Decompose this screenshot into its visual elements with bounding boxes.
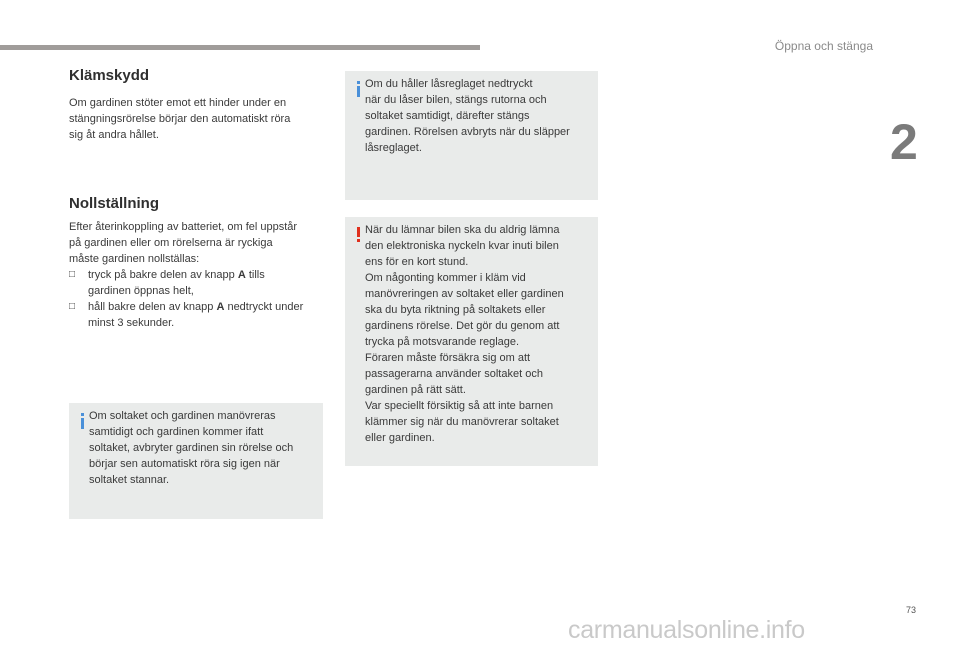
text-line: på gardinen eller om rörelserna är ryckiga [69,237,273,249]
text-line: trycka på motsvarande reglage. [365,336,520,348]
text-line: eller gardinen. [365,432,435,444]
text-line: den elektroniska nyckeln kvar inuti bilen [365,240,559,252]
info-box-right [345,71,598,200]
step-text: minst 3 sekunder. [88,317,175,329]
step-text: nedtryckt under [224,301,304,313]
text-line: ens för en kort stund. [365,256,469,268]
header-rule [0,45,480,50]
info-icon [78,413,88,429]
page-number: 73 [906,605,917,615]
steps-list [69,267,331,331]
text-line: stängningsrörelse börjar den automatiskt röra [69,113,291,125]
step-text: tryck på bakre delen av knapp [88,269,238,281]
text-line: soltaket samtidigt, därefter stängs [365,110,530,122]
text-line: Föraren måste försäkra sig om att [365,352,531,364]
text-line: Efter återinkoppling av batteriet, om fel uppstår [69,221,298,233]
nollstallning-heading: Nollställning [69,195,159,212]
text-line: ska du byta riktning på soltakets eller [365,304,546,316]
klamskydd-body [69,95,329,143]
text-line: börjar sen automatiskt röra sig igen när [89,458,280,470]
text-line: sig åt andra hållet. [69,129,159,141]
text-line: låsreglaget. [365,142,422,154]
button-key: A [216,301,225,313]
text-line: Om någonting kommer i kläm vid [365,272,526,284]
klamskydd-heading: Klämskydd [69,67,150,84]
info-icon [354,81,364,97]
text-line: Var speciellt försiktig så att inte barnen [365,400,554,412]
step-text: gardinen öppnas helt, [88,285,194,297]
text-line: Om du håller låsreglaget nedtryckt [365,78,533,90]
text-line: manövreringen av soltaket eller gardinen [365,288,564,300]
nollstallning-body [69,219,331,331]
step-text: tills [245,269,265,281]
info-box-left [69,403,323,519]
text-line: samtidigt och gardinen kommer ifatt [89,426,264,438]
text-line: passagerarna använder soltaket och [365,368,543,380]
warning-text [365,222,590,446]
text-line: gardinen. Rörelsen avbryts när du släpper [365,126,570,138]
chapter-number: 2 [890,114,918,170]
section-title: Öppna och stänga [774,39,873,53]
text-line: gardinen på rätt sätt. [365,384,466,396]
text-line: soltaket stannar. [89,474,170,486]
info-text [89,408,315,488]
step-text: håll bakre delen av knapp [88,301,217,313]
text-line: gardinens rörelse. Det gör du genom att [365,320,560,332]
text-line: klämmer sig när du manövrerar soltaket [365,416,559,428]
text-line: När du lämnar bilen ska du aldrig lämna [365,224,560,236]
text-line: när du låser bilen, stängs rutorna och [365,94,547,106]
button-key: A [237,269,246,281]
watermark: carmanualsonline.info [568,616,805,644]
warning-icon [354,227,364,243]
step-item [69,299,331,331]
info-text [365,76,590,156]
text-line: måste gardinen nollställas: [69,253,200,265]
text-line: Om gardinen stöter emot ett hinder under en [69,97,287,109]
warning-box [345,217,598,466]
text-line: soltaket, avbryter gardinen sin rörelse och [89,442,294,454]
text-line: Om soltaket och gardinen manövreras [89,410,276,422]
step-item [69,267,331,299]
